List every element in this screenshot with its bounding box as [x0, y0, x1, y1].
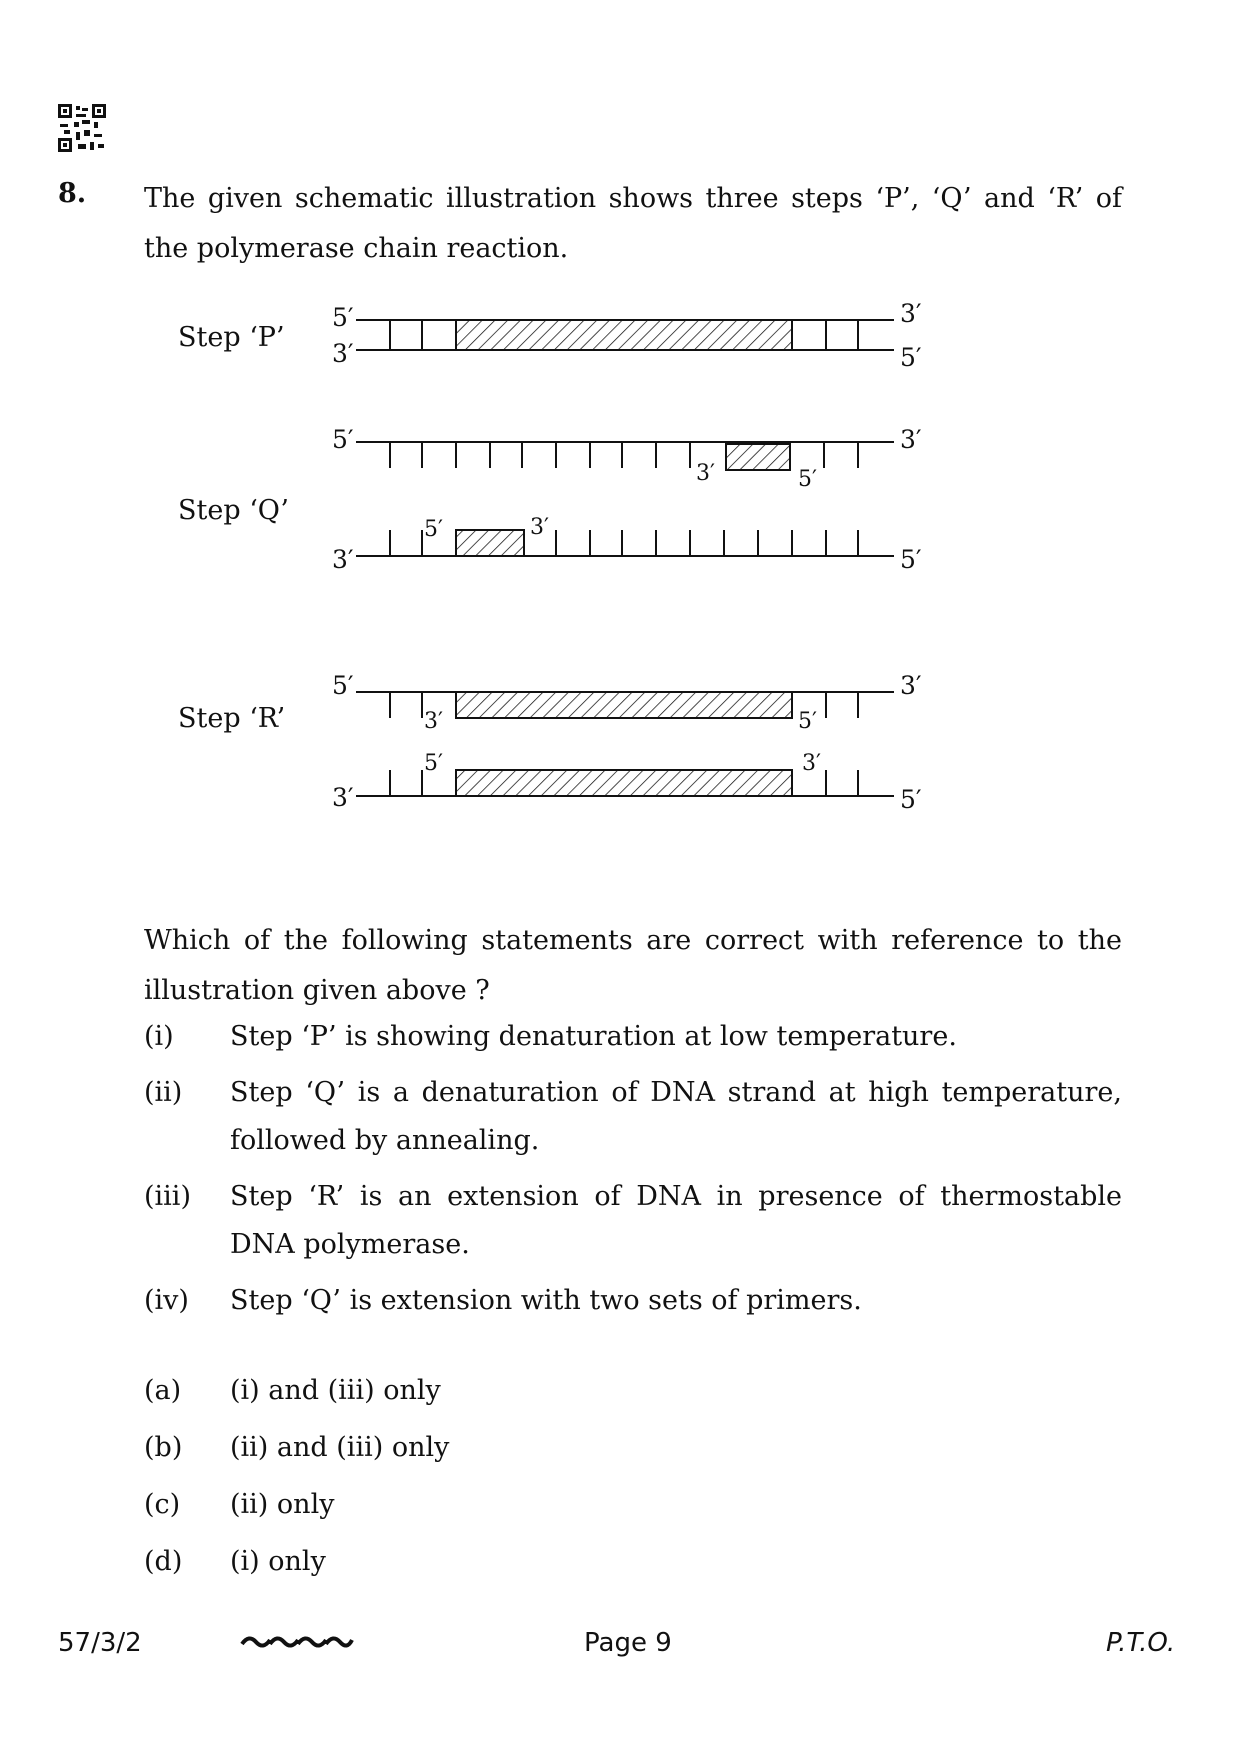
statement-text: Step ‘P’ is showing denaturation at low temperature. [230, 1021, 957, 1052]
statement-text: Step ‘R’ is an extension of DNA in presence of thermostable DNA polymerase. [230, 1181, 1122, 1260]
question-prompt: Which of the following statements are correct with reference to the illustration given above ? [144, 925, 1122, 1006]
r-top-5prime: 5′ [332, 671, 354, 700]
wave-decoration-icon [240, 1632, 354, 1652]
question-stem: The given schematic illustration shows three steps ‘P’, ‘Q’ and ‘R’ of the polymerase chain reaction. [144, 183, 1122, 264]
option-label: (c) [144, 1489, 181, 1520]
statement-number: (iv) [144, 1285, 189, 1316]
r-bottom-ext-3prime: 3′ [802, 751, 821, 776]
page-number: Page 9 [584, 1628, 672, 1658]
q-primer1-5prime: 5′ [798, 467, 817, 492]
r-bottom-3prime: 3′ [332, 783, 354, 812]
statement-number: (iii) [144, 1181, 191, 1212]
p-bottom-3prime: 3′ [332, 339, 354, 368]
q-primer2-5prime: 5′ [424, 517, 443, 542]
q-bottom-5prime: 5′ [900, 545, 922, 574]
q-top-3prime: 3′ [900, 425, 922, 454]
step-r-label: Step ‘R’ [178, 703, 286, 734]
option-text: (ii) only [230, 1489, 335, 1520]
q-primer2-3prime: 3′ [530, 515, 549, 540]
r-top-ext-3prime: 3′ [424, 709, 443, 734]
option-text: (ii) and (iii) only [230, 1432, 450, 1463]
q-bottom-3prime: 3′ [332, 545, 354, 574]
option-label: (b) [144, 1432, 183, 1463]
statement-number: (ii) [144, 1077, 183, 1108]
q-top-5prime: 5′ [332, 425, 354, 454]
r-top-3prime: 3′ [900, 671, 922, 700]
q-primer1-3prime: 3′ [696, 461, 715, 486]
option-label: (a) [144, 1375, 182, 1406]
r-bottom-ext-5prime: 5′ [424, 751, 443, 776]
paper-code: 57/3/2 [58, 1628, 142, 1658]
statement-text: Step ‘Q’ is extension with two sets of primers. [230, 1285, 862, 1316]
p-top-3prime: 3′ [900, 299, 922, 328]
p-top-5prime: 5′ [332, 303, 354, 332]
pto-label: P.T.O. [1106, 1628, 1176, 1658]
statement-text: Step ‘Q’ is a denaturation of DNA strand at high temperature, followed by annealing. [230, 1077, 1122, 1156]
question-number: 8. [58, 178, 87, 209]
step-q-label: Step ‘Q’ [178, 495, 289, 526]
option-label: (d) [144, 1546, 183, 1577]
r-top-ext-5prime: 5′ [798, 709, 817, 734]
p-bottom-5prime: 5′ [900, 343, 922, 372]
option-text: (i) and (iii) only [230, 1375, 441, 1406]
option-text: (i) only [230, 1546, 326, 1577]
step-p-label: Step ‘P’ [178, 322, 285, 353]
statement-number: (i) [144, 1021, 174, 1052]
r-bottom-5prime: 5′ [900, 785, 922, 814]
